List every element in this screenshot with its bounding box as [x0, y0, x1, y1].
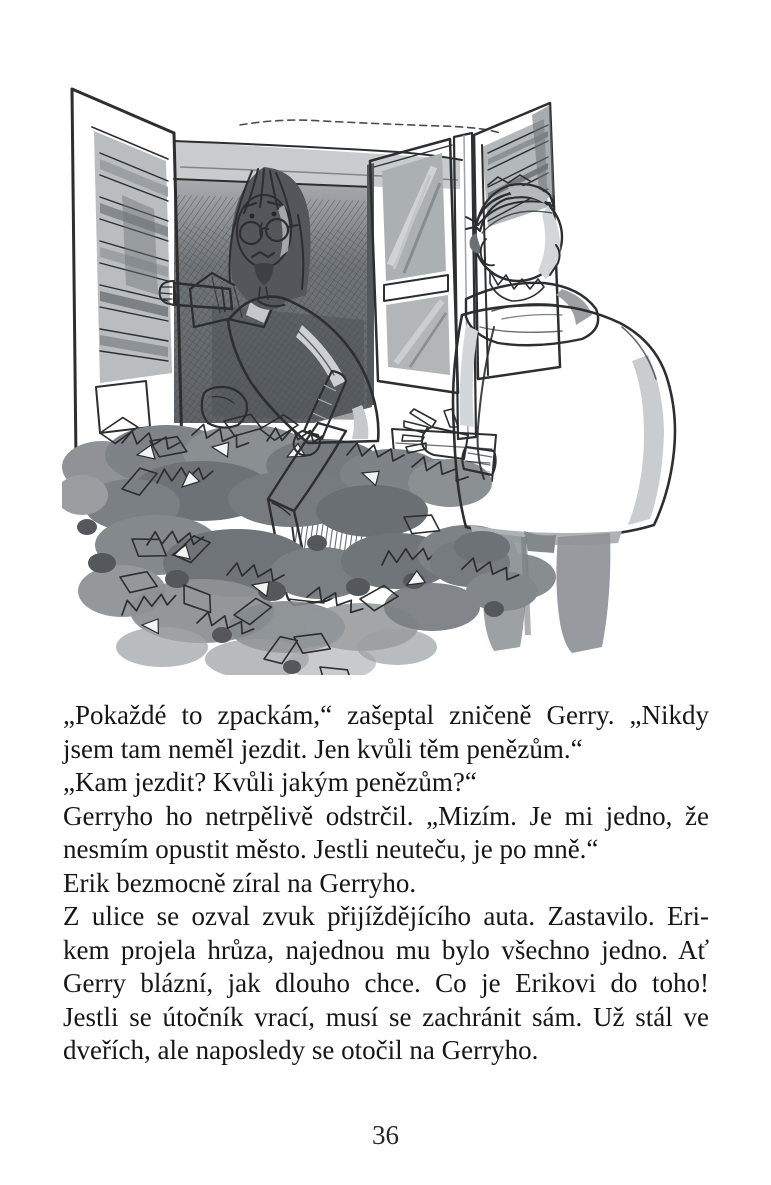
story-line: „Pokaždé to zpackám,“ zašeptal zničeně Gerry. „Nikdy: [63, 700, 709, 730]
story-line: Gerryho ho netrpělivě odstrčil. „Mizím. Je mi jedno, že: [63, 800, 709, 831]
story-line: Jestli se útočník vrací, musí se zachránit sám. Už stál ve: [63, 1001, 709, 1032]
story-line: „Kam jezdit? Kvůli jakým penězům?“: [63, 767, 477, 797]
story-line: kem projela hrůza, najednou mu bylo všechno jedno. Ať: [63, 934, 709, 965]
page-number: 36: [372, 1120, 399, 1150]
illustration-window-scene: [62, 75, 702, 675]
story-line: Z ulice se ozval zvuk přijíždějícího auta. Zastavilo. Eri-: [63, 901, 709, 931]
story-line: Erik bezmocně zíral na Gerryho.: [63, 867, 417, 898]
story-line: dveřích, ale naposledy se otočil na Gerryho.: [63, 1035, 539, 1065]
erik-head: [466, 175, 562, 301]
story-line: nesmím opustit město. Jestli neuteču, je po mně.“: [63, 834, 599, 864]
story-line: jsem tam neměl jezdit. Jen kvůli těm penězům.“: [63, 733, 583, 764]
story-text: [63, 699, 709, 1068]
story-line: Gerry blázní, jak dlouho chce. Co je Erikovi do toho!: [63, 968, 709, 998]
left-shutter: [72, 89, 182, 461]
illustration-drawing: [62, 75, 702, 675]
